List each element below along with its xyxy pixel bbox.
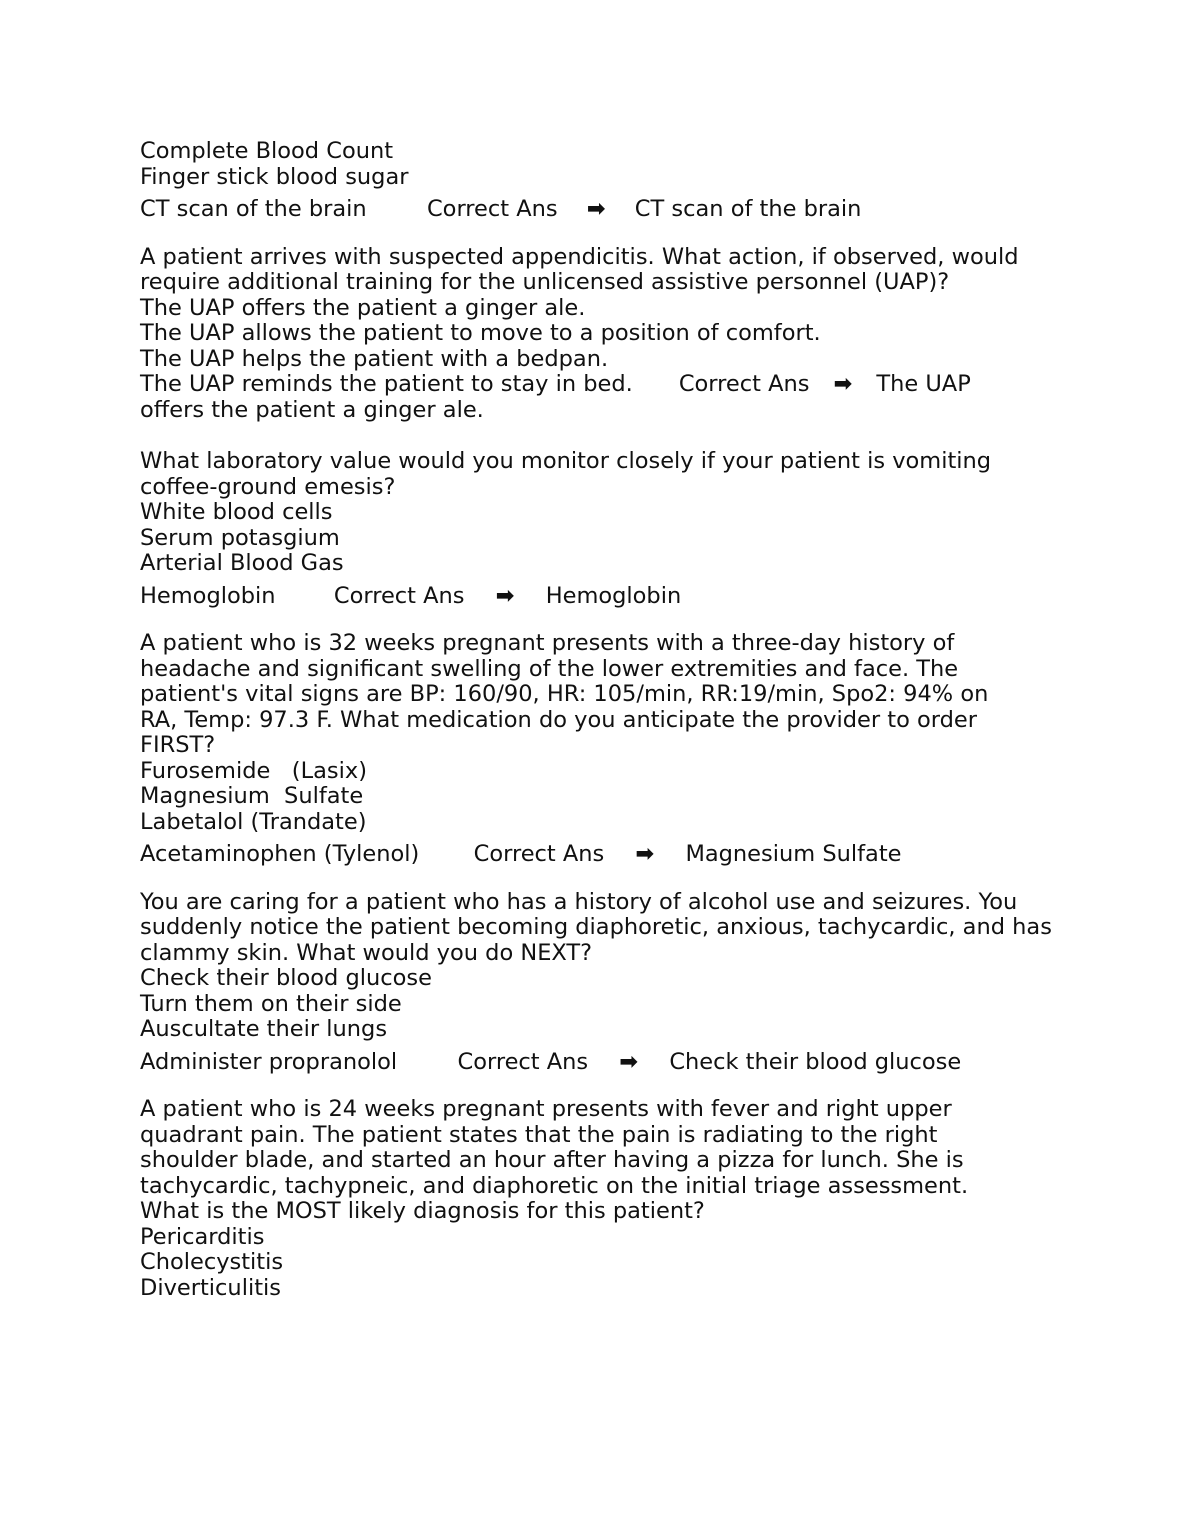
question-block-1 (140, 245, 1055, 424)
correct-answer-text: Hemoglobin (545, 582, 682, 609)
document-page (140, 139, 1055, 1301)
arrow-right-icon: ➡ (635, 841, 655, 867)
correct-ans-label: Correct Ans (333, 582, 465, 609)
option-text: Administer propranolol (140, 1048, 398, 1075)
option-text: The UAP helps the patient with a bedpan. (140, 345, 609, 372)
correct-ans-label: Correct Ans (426, 196, 558, 222)
question-block-2 (140, 449, 1055, 609)
question-text: A patient arrives with suspected appendicitis. What action, if observed, would require additional training for the unlicensed assistive personnel (UAP)? (140, 243, 1019, 295)
correct-ans-label: Correct Ans (473, 841, 605, 867)
option-text: Turn them on their side (140, 990, 402, 1017)
answer-line (140, 197, 1055, 223)
answer-line (140, 1050, 1055, 1076)
question-block-5 (140, 1097, 1055, 1301)
option-text: Complete Blood Count (140, 138, 394, 164)
option-text: Magnesium Sulfate (140, 783, 364, 809)
question-text: What laboratory value would you monitor closely if your patient is vomiting coffee-ground emesis? (140, 448, 992, 500)
question-text: A patient who is 24 weeks pregnant presents with fever and right upper quadrant pain. The patient states that the pain is radiating to the right shoulder blade, and started an hour after having a pizza for lunch. She is tachycardic, tachypneic, and diaphoretic on the initial triage assessment. What is the MOST likely diagnosis for this patient? (140, 1096, 969, 1224)
question-text: A patient who is 32 weeks pregnant presents with a three-day history of headache and significant swelling of the lower extremities and face. The patient's vital signs are BP: 160/90, HR: 105/min, RR:19/min, Spo2: 94% on RA, Temp: 97.3 F. What medication do you anticipate the provider to order FIRST? (140, 630, 989, 758)
correct-answer-text: CT scan of the brain (634, 196, 862, 222)
option-text: Diverticulitis (140, 1274, 281, 1301)
question-block-4 (140, 890, 1055, 1076)
option-text: Finger stick blood sugar (140, 163, 409, 190)
arrow-right-icon: ➡ (619, 1048, 639, 1075)
option-text: Pericarditis (140, 1223, 265, 1250)
correct-answer-text: Check their blood glucose (669, 1048, 962, 1075)
option-text: Labetalol (Trandate) (140, 808, 367, 835)
arrow-right-icon: ➡ (833, 371, 853, 397)
question-block-0 (140, 139, 1055, 223)
option-text: Acetaminophen (Tylenol) (140, 841, 420, 867)
option-text: The UAP reminds the patient to stay in bed. (140, 371, 633, 397)
option-text: Arterial Blood Gas (140, 550, 344, 576)
answer-line (140, 842, 1055, 868)
correct-ans-label: Correct Ans (457, 1048, 589, 1075)
answer-line (140, 584, 1055, 610)
correct-ans-label: Correct Ans (678, 371, 810, 397)
option-text: White blood cells (140, 499, 333, 525)
option-text: CT scan of the brain (140, 196, 367, 222)
option-text: Serum potasgium (140, 524, 340, 551)
correct-answer-text: Magnesium Sulfate (685, 841, 902, 867)
correct-answer-text: The UAP offers the patient a ginger ale. (140, 371, 971, 423)
arrow-right-icon: ➡ (586, 196, 606, 222)
option-text: The UAP allows the patient to move to a position of comfort. (140, 320, 821, 346)
option-text: Furosemide (Lasix) (140, 757, 367, 784)
option-text: Cholecystitis (140, 1249, 284, 1275)
answer-line (140, 372, 1020, 423)
arrow-right-icon: ➡ (495, 582, 515, 609)
option-text: The UAP offers the patient a ginger ale. (140, 294, 586, 321)
option-text: Hemoglobin (140, 582, 276, 609)
option-text: Auscultate their lungs (140, 1016, 388, 1042)
option-text: Check their blood glucose (140, 965, 432, 991)
question-text: You are caring for a patient who has a history of alcohol use and seizures. You suddenly notice the patient becoming diaphoretic, anxious, tachycardic, and has clammy skin. What would you do NEXT? (140, 888, 1052, 966)
question-block-3 (140, 631, 1055, 868)
